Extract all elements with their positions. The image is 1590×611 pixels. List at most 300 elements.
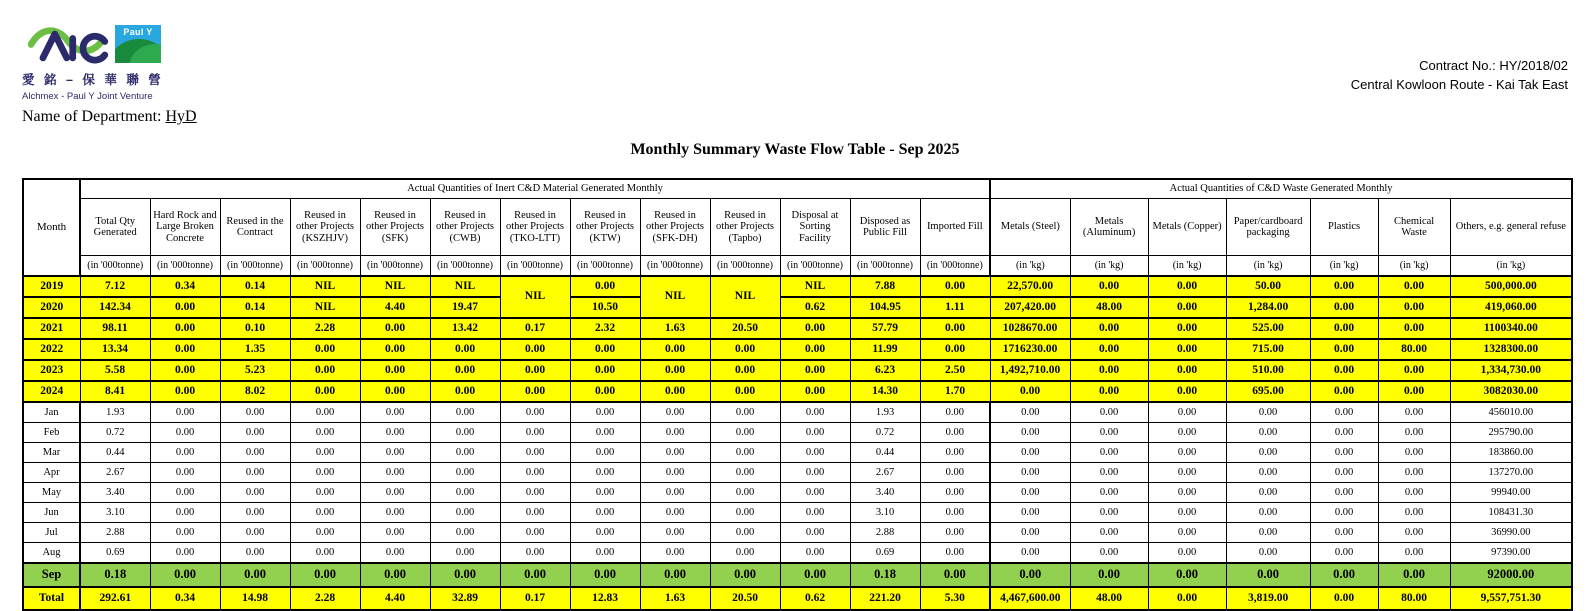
cell-may-3: 0.00: [290, 483, 360, 503]
cell-apr-12: 0.00: [920, 463, 990, 483]
cell-jan-7: 0.00: [570, 402, 640, 423]
cell-sep-19: 92000.00: [1450, 563, 1572, 587]
cell-jun-6: 0.00: [500, 503, 570, 523]
column-unit-5: (in '000tonne): [430, 256, 500, 277]
row-label-aug: Aug: [23, 543, 80, 564]
cell-feb-14: 0.00: [1070, 423, 1148, 443]
column-unit-3: (in '000tonne): [290, 256, 360, 277]
cell-2021-4: 0.00: [360, 318, 430, 339]
table-row-2019: [23, 276, 1572, 297]
cell-jul-3: 0.00: [290, 523, 360, 543]
cell-feb-19: 295790.00: [1450, 423, 1572, 443]
cell-aug-9: 0.00: [710, 543, 780, 564]
cell-2024-3: 0.00: [290, 381, 360, 402]
cell-jun-17: 0.00: [1310, 503, 1378, 523]
waste-flow-table: [22, 178, 1573, 611]
cell-total-10: 0.62: [780, 587, 850, 610]
company-logo: [22, 20, 172, 102]
cell-2020-13: 207,420.00: [990, 297, 1070, 318]
cell-aug-11: 0.69: [850, 543, 920, 564]
cell-jun-5: 0.00: [430, 503, 500, 523]
column-header-11: Disposed as Public Fill: [850, 199, 920, 256]
cell-2023-1: 0.00: [150, 360, 220, 381]
cell-jun-14: 0.00: [1070, 503, 1148, 523]
page-header: [0, 0, 1590, 158]
cell-2022-1: 0.00: [150, 339, 220, 360]
row-label-jan: Jan: [23, 402, 80, 423]
cell-mar-15: 0.00: [1148, 443, 1226, 463]
cell-total-7: 12.83: [570, 587, 640, 610]
unit-row: [23, 256, 1572, 277]
cell-sep-9: 0.00: [710, 563, 780, 587]
cell-mar-9: 0.00: [710, 443, 780, 463]
cell-may-1: 0.00: [150, 483, 220, 503]
cell-2020-3: NIL: [290, 297, 360, 318]
cell-2024-2: 8.02: [220, 381, 290, 402]
cell-jul-12: 0.00: [920, 523, 990, 543]
header-month: Month: [23, 179, 80, 276]
cell-apr-19: 137270.00: [1450, 463, 1572, 483]
cell-jul-4: 0.00: [360, 523, 430, 543]
cell-jul-6: 0.00: [500, 523, 570, 543]
project-name: Central Kowloon Route - Kai Tak East: [1350, 77, 1568, 92]
cell-feb-6: 0.00: [500, 423, 570, 443]
cell-apr-2: 0.00: [220, 463, 290, 483]
cell-mar-12: 0.00: [920, 443, 990, 463]
cell-2024-15: 0.00: [1148, 381, 1226, 402]
cell-jul-16: 0.00: [1226, 523, 1310, 543]
cell-2021-8: 1.63: [640, 318, 710, 339]
cell-may-6: 0.00: [500, 483, 570, 503]
column-unit-9: (in '000tonne): [710, 256, 780, 277]
cell-may-12: 0.00: [920, 483, 990, 503]
cell-aug-2: 0.00: [220, 543, 290, 564]
cell-2024-6: 0.00: [500, 381, 570, 402]
cell-total-5: 32.89: [430, 587, 500, 610]
cell-mar-18: 0.00: [1378, 443, 1450, 463]
cell-may-11: 3.40: [850, 483, 920, 503]
cell-2021-13: 1028670.00: [990, 318, 1070, 339]
cell-sep-1: 0.00: [150, 563, 220, 587]
column-header-6: Reused in other Projects (TKO-LTT): [500, 199, 570, 256]
cell-2022-16: 715.00: [1226, 339, 1310, 360]
cell-feb-11: 0.72: [850, 423, 920, 443]
cell-sep-7: 0.00: [570, 563, 640, 587]
cell-jul-19: 36990.00: [1450, 523, 1572, 543]
column-header-10: Disposal at Sorting Facility: [780, 199, 850, 256]
cell-feb-0: 0.72: [80, 423, 150, 443]
cell-may-4: 0.00: [360, 483, 430, 503]
cell-sep-12: 0.00: [920, 563, 990, 587]
cell-2022-7: 0.00: [570, 339, 640, 360]
column-unit-11: (in '000tonne): [850, 256, 920, 277]
table-row-jul: [23, 523, 1572, 543]
column-header-7: Reused in other Projects (KTW): [570, 199, 640, 256]
cell-apr-18: 0.00: [1378, 463, 1450, 483]
column-header-14: Metals (Aluminum): [1070, 199, 1148, 256]
cell-feb-9: 0.00: [710, 423, 780, 443]
cell-jun-4: 0.00: [360, 503, 430, 523]
group-header-1: Actual Quantities of C&D Waste Generated Monthly: [990, 179, 1572, 199]
cell-2020-1: 0.00: [150, 297, 220, 318]
group-header-0: Actual Quantities of Inert C&D Material Generated Monthly: [80, 179, 990, 199]
row-label-2021: 2021: [23, 318, 80, 339]
cell-aug-18: 0.00: [1378, 543, 1450, 564]
cell-2023-3: 0.00: [290, 360, 360, 381]
cell-feb-10: 0.00: [780, 423, 850, 443]
cell-mar-14: 0.00: [1070, 443, 1148, 463]
cell-aug-8: 0.00: [640, 543, 710, 564]
cell-jan-9: 0.00: [710, 402, 780, 423]
cell-aug-14: 0.00: [1070, 543, 1148, 564]
cell-2020-18: 0.00: [1378, 297, 1450, 318]
cell-jan-14: 0.00: [1070, 402, 1148, 423]
logo-english-name: Alchmex - Paul Y Joint Venture: [22, 91, 153, 102]
cell-jul-18: 0.00: [1378, 523, 1450, 543]
logo-chinese-name: 愛 銘 – 保 華 聯 營: [22, 73, 164, 87]
cell-2024-17: 0.00: [1310, 381, 1378, 402]
table-row-mar: [23, 443, 1572, 463]
cell-jan-11: 1.93: [850, 402, 920, 423]
cell-2019-18: 0.00: [1378, 276, 1450, 297]
row-label-2020: 2020: [23, 297, 80, 318]
cell-sep-4: 0.00: [360, 563, 430, 587]
cell-total-9: 20.50: [710, 587, 780, 610]
column-header-18: Chemical Waste: [1378, 199, 1450, 256]
cell-sep-5: 0.00: [430, 563, 500, 587]
cell-aug-0: 0.69: [80, 543, 150, 564]
cell-feb-1: 0.00: [150, 423, 220, 443]
cell-jul-13: 0.00: [990, 523, 1070, 543]
cell-2022-8: 0.00: [640, 339, 710, 360]
cell-may-13: 0.00: [990, 483, 1070, 503]
cell-sep-14: 0.00: [1070, 563, 1148, 587]
cell-aug-4: 0.00: [360, 543, 430, 564]
cell-jun-10: 0.00: [780, 503, 850, 523]
cell-2020-17: 0.00: [1310, 297, 1378, 318]
cell-jul-11: 2.88: [850, 523, 920, 543]
cell-2023-10: 0.00: [780, 360, 850, 381]
column-unit-6: (in '000tonne): [500, 256, 570, 277]
cell-2019-6: NIL: [500, 276, 570, 318]
column-unit-1: (in '000tonne): [150, 256, 220, 277]
cell-jan-16: 0.00: [1226, 402, 1310, 423]
cell-2020-5: 19.47: [430, 297, 500, 318]
cell-2020-14: 48.00: [1070, 297, 1148, 318]
table-row-sep: [23, 563, 1572, 587]
column-unit-19: (in 'kg): [1450, 256, 1572, 277]
table-row-may: [23, 483, 1572, 503]
cell-total-6: 0.17: [500, 587, 570, 610]
cell-2024-4: 0.00: [360, 381, 430, 402]
contract-number: Contract No.: HY/2018/02: [1419, 58, 1568, 73]
cell-mar-19: 183860.00: [1450, 443, 1572, 463]
cell-jul-2: 0.00: [220, 523, 290, 543]
cell-feb-2: 0.00: [220, 423, 290, 443]
cell-2021-5: 13.42: [430, 318, 500, 339]
cell-aug-6: 0.00: [500, 543, 570, 564]
cell-apr-9: 0.00: [710, 463, 780, 483]
cell-2022-17: 0.00: [1310, 339, 1378, 360]
cell-sep-0: 0.18: [80, 563, 150, 587]
cell-aug-19: 97390.00: [1450, 543, 1572, 564]
cell-2024-10: 0.00: [780, 381, 850, 402]
cell-2019-14: 0.00: [1070, 276, 1148, 297]
cell-jun-19: 108431.30: [1450, 503, 1572, 523]
column-header-13: Metals (Steel): [990, 199, 1070, 256]
cell-may-16: 0.00: [1226, 483, 1310, 503]
cell-apr-16: 0.00: [1226, 463, 1310, 483]
table-body: [23, 276, 1572, 610]
column-header-0: Total Qty Generated: [80, 199, 150, 256]
row-label-2024: 2024: [23, 381, 80, 402]
cell-total-8: 1.63: [640, 587, 710, 610]
column-unit-13: (in 'kg): [990, 256, 1070, 277]
column-header-9: Reused in other Projects (Tapbo): [710, 199, 780, 256]
table-row-2023: [23, 360, 1572, 381]
cell-2024-9: 0.00: [710, 381, 780, 402]
row-label-2023: 2023: [23, 360, 80, 381]
column-unit-2: (in '000tonne): [220, 256, 290, 277]
department-field: [22, 108, 201, 126]
cell-mar-16: 0.00: [1226, 443, 1310, 463]
cell-aug-3: 0.00: [290, 543, 360, 564]
cell-mar-4: 0.00: [360, 443, 430, 463]
cell-2023-12: 2.50: [920, 360, 990, 381]
column-header-17: Plastics: [1310, 199, 1378, 256]
cell-jan-5: 0.00: [430, 402, 500, 423]
cell-mar-2: 0.00: [220, 443, 290, 463]
cell-feb-13: 0.00: [990, 423, 1070, 443]
cell-2020-4: 4.40: [360, 297, 430, 318]
cell-2021-2: 0.10: [220, 318, 290, 339]
cell-2020-11: 104.95: [850, 297, 920, 318]
column-header-16: Paper/cardboard packaging: [1226, 199, 1310, 256]
cell-2019-11: 7.88: [850, 276, 920, 297]
row-label-may: May: [23, 483, 80, 503]
cell-total-2: 14.98: [220, 587, 290, 610]
column-header-2: Reused in the Contract: [220, 199, 290, 256]
column-unit-18: (in 'kg): [1378, 256, 1450, 277]
cell-total-1: 0.34: [150, 587, 220, 610]
cell-jun-9: 0.00: [710, 503, 780, 523]
cell-2021-17: 0.00: [1310, 318, 1378, 339]
cell-aug-10: 0.00: [780, 543, 850, 564]
pauly-logo-icon: [114, 24, 162, 64]
cell-apr-11: 2.67: [850, 463, 920, 483]
cell-2023-19: 1,334,730.00: [1450, 360, 1572, 381]
column-header-1: Hard Rock and Large Broken Concrete: [150, 199, 220, 256]
cell-jun-1: 0.00: [150, 503, 220, 523]
cell-2019-17: 0.00: [1310, 276, 1378, 297]
cell-total-18: 80.00: [1378, 587, 1450, 610]
cell-may-18: 0.00: [1378, 483, 1450, 503]
cell-mar-3: 0.00: [290, 443, 360, 463]
column-unit-16: (in 'kg): [1226, 256, 1310, 277]
cell-2020-7: 10.50: [570, 297, 640, 318]
cell-2021-19: 1100340.00: [1450, 318, 1572, 339]
column-header-row: [23, 199, 1572, 256]
table-row-2024: [23, 381, 1572, 402]
cell-2022-19: 1328300.00: [1450, 339, 1572, 360]
cell-may-2: 0.00: [220, 483, 290, 503]
cell-jun-12: 0.00: [920, 503, 990, 523]
cell-2024-16: 695.00: [1226, 381, 1310, 402]
cell-mar-0: 0.44: [80, 443, 150, 463]
cell-2024-1: 0.00: [150, 381, 220, 402]
cell-may-17: 0.00: [1310, 483, 1378, 503]
cell-apr-6: 0.00: [500, 463, 570, 483]
cell-total-3: 2.28: [290, 587, 360, 610]
cell-jun-0: 3.10: [80, 503, 150, 523]
column-header-15: Metals (Copper): [1148, 199, 1226, 256]
cell-apr-7: 0.00: [570, 463, 640, 483]
cell-2019-10: NIL: [780, 276, 850, 297]
table-row-2020: [23, 297, 1572, 318]
cell-aug-1: 0.00: [150, 543, 220, 564]
cell-sep-6: 0.00: [500, 563, 570, 587]
cell-apr-14: 0.00: [1070, 463, 1148, 483]
cell-may-5: 0.00: [430, 483, 500, 503]
cell-2021-14: 0.00: [1070, 318, 1148, 339]
table-row-2021: [23, 318, 1572, 339]
cell-jul-9: 0.00: [710, 523, 780, 543]
aic-logo-icon: [28, 22, 110, 64]
cell-sep-16: 0.00: [1226, 563, 1310, 587]
cell-2021-15: 0.00: [1148, 318, 1226, 339]
cell-2024-12: 1.70: [920, 381, 990, 402]
cell-jan-17: 0.00: [1310, 402, 1378, 423]
cell-2020-2: 0.14: [220, 297, 290, 318]
cell-aug-13: 0.00: [990, 543, 1070, 564]
cell-2024-14: 0.00: [1070, 381, 1148, 402]
cell-jun-8: 0.00: [640, 503, 710, 523]
cell-total-19: 9,557,751.30: [1450, 587, 1572, 610]
cell-apr-10: 0.00: [780, 463, 850, 483]
cell-mar-1: 0.00: [150, 443, 220, 463]
cell-2020-19: 419,060.00: [1450, 297, 1572, 318]
cell-2023-11: 6.23: [850, 360, 920, 381]
cell-2021-7: 2.32: [570, 318, 640, 339]
cell-jul-15: 0.00: [1148, 523, 1226, 543]
cell-2019-1: 0.34: [150, 276, 220, 297]
cell-jul-0: 2.88: [80, 523, 150, 543]
cell-total-16: 3,819.00: [1226, 587, 1310, 610]
cell-2021-12: 0.00: [920, 318, 990, 339]
row-label-sep: Sep: [23, 563, 80, 587]
cell-2019-3: NIL: [290, 276, 360, 297]
cell-2019-9: NIL: [710, 276, 780, 318]
cell-apr-15: 0.00: [1148, 463, 1226, 483]
cell-2023-17: 0.00: [1310, 360, 1378, 381]
cell-2020-16: 1,284.00: [1226, 297, 1310, 318]
cell-2022-6: 0.00: [500, 339, 570, 360]
cell-2021-9: 20.50: [710, 318, 780, 339]
cell-feb-7: 0.00: [570, 423, 640, 443]
cell-aug-5: 0.00: [430, 543, 500, 564]
cell-may-7: 0.00: [570, 483, 640, 503]
cell-2024-7: 0.00: [570, 381, 640, 402]
cell-2020-10: 0.62: [780, 297, 850, 318]
cell-aug-17: 0.00: [1310, 543, 1378, 564]
cell-feb-15: 0.00: [1148, 423, 1226, 443]
cell-2022-5: 0.00: [430, 339, 500, 360]
cell-2021-0: 98.11: [80, 318, 150, 339]
row-label-2019: 2019: [23, 276, 80, 297]
cell-jan-8: 0.00: [640, 402, 710, 423]
cell-2022-11: 11.99: [850, 339, 920, 360]
cell-2022-0: 13.34: [80, 339, 150, 360]
column-unit-17: (in 'kg): [1310, 256, 1378, 277]
column-unit-15: (in 'kg): [1148, 256, 1226, 277]
cell-2024-11: 14.30: [850, 381, 920, 402]
cell-2021-3: 2.28: [290, 318, 360, 339]
cell-2019-0: 7.12: [80, 276, 150, 297]
cell-jul-17: 0.00: [1310, 523, 1378, 543]
cell-feb-5: 0.00: [430, 423, 500, 443]
cell-2023-4: 0.00: [360, 360, 430, 381]
cell-may-9: 0.00: [710, 483, 780, 503]
cell-sep-2: 0.00: [220, 563, 290, 587]
column-header-12: Imported Fill: [920, 199, 990, 256]
row-label-mar: Mar: [23, 443, 80, 463]
cell-2022-13: 1716230.00: [990, 339, 1070, 360]
cell-mar-5: 0.00: [430, 443, 500, 463]
cell-2024-18: 0.00: [1378, 381, 1450, 402]
cell-jan-0: 1.93: [80, 402, 150, 423]
cell-jun-16: 0.00: [1226, 503, 1310, 523]
cell-jul-7: 0.00: [570, 523, 640, 543]
cell-feb-18: 0.00: [1378, 423, 1450, 443]
cell-sep-17: 0.00: [1310, 563, 1378, 587]
cell-jan-19: 456010.00: [1450, 402, 1572, 423]
cell-total-11: 221.20: [850, 587, 920, 610]
cell-2023-18: 0.00: [1378, 360, 1450, 381]
cell-2021-1: 0.00: [150, 318, 220, 339]
cell-2019-13: 22,570.00: [990, 276, 1070, 297]
cell-jun-11: 3.10: [850, 503, 920, 523]
cell-2024-5: 0.00: [430, 381, 500, 402]
cell-2020-0: 142.34: [80, 297, 150, 318]
cell-2020-12: 1.11: [920, 297, 990, 318]
cell-2019-12: 0.00: [920, 276, 990, 297]
cell-may-15: 0.00: [1148, 483, 1226, 503]
department-value[interactable]: HyD: [165, 108, 197, 125]
cell-2023-13: 1,492,710.00: [990, 360, 1070, 381]
cell-jan-4: 0.00: [360, 402, 430, 423]
cell-may-10: 0.00: [780, 483, 850, 503]
cell-jul-5: 0.00: [430, 523, 500, 543]
cell-2023-14: 0.00: [1070, 360, 1148, 381]
group-header-row: [23, 179, 1572, 199]
cell-2022-14: 0.00: [1070, 339, 1148, 360]
cell-2020-15: 0.00: [1148, 297, 1226, 318]
cell-2022-12: 0.00: [920, 339, 990, 360]
cell-jan-15: 0.00: [1148, 402, 1226, 423]
cell-2022-15: 0.00: [1148, 339, 1226, 360]
table-row-feb: [23, 423, 1572, 443]
cell-2024-8: 0.00: [640, 381, 710, 402]
cell-2023-16: 510.00: [1226, 360, 1310, 381]
cell-apr-1: 0.00: [150, 463, 220, 483]
table-row-jan: [23, 402, 1572, 423]
cell-feb-8: 0.00: [640, 423, 710, 443]
row-label-jun: Jun: [23, 503, 80, 523]
cell-jan-12: 0.00: [920, 402, 990, 423]
cell-2021-10: 0.00: [780, 318, 850, 339]
cell-mar-10: 0.00: [780, 443, 850, 463]
cell-2023-2: 5.23: [220, 360, 290, 381]
